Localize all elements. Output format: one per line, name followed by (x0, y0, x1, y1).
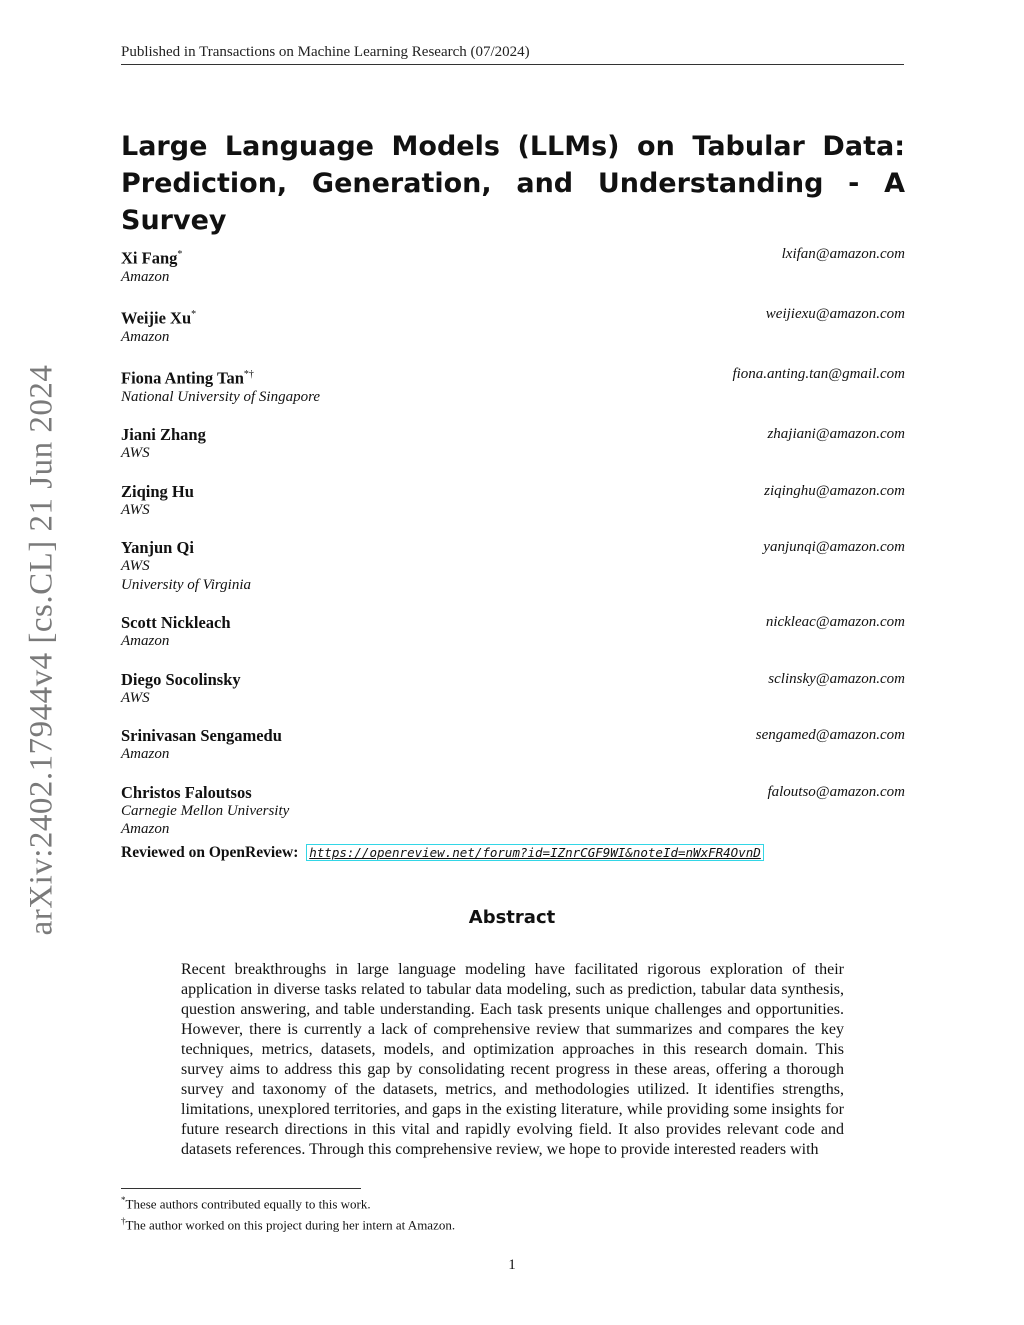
author-block (121, 365, 905, 406)
paper-title: Large Language Models (LLMs) on Tabular Data: Prediction, Generation, and Understanding - A Survey (121, 131, 905, 236)
author-affiliation: Amazon (121, 268, 170, 285)
author-email[interactable]: yanjunqi@amazon.com (763, 539, 905, 555)
author-affiliation: University of Virginia (121, 576, 251, 593)
author-block (121, 305, 905, 346)
author-name: Ziqing Hu (121, 481, 194, 501)
author-affiliation: AWS (121, 558, 150, 574)
author-name: Xi Fang* (121, 248, 183, 268)
author-email[interactable]: lxifan@amazon.com (781, 246, 905, 262)
author-name: Fiona Anting Tan*† (121, 368, 254, 388)
author-email[interactable]: ziqinghu@amazon.com (764, 482, 905, 499)
author-email[interactable]: fiona.anting.tan@gmail.com (732, 366, 905, 382)
author-block (121, 482, 905, 520)
author-block (121, 670, 905, 708)
author-name: Scott Nickleach (121, 613, 231, 632)
footnotes (121, 1192, 455, 1234)
author-list (121, 245, 905, 839)
author-block (121, 425, 905, 463)
author-email[interactable]: weijiexu@amazon.com (765, 306, 905, 322)
author-affiliation: Amazon (121, 746, 170, 762)
footnote-mark: * (121, 1195, 126, 1205)
author-name: Christos Faloutsos (121, 782, 252, 802)
footnote-item (121, 1213, 455, 1234)
author-affiliation: Amazon (121, 328, 170, 345)
abstract-text: Recent breakthroughs in large language modeling have facilitated rigorous exploration of their application in diverse tasks related to tabular data modeling, such as prediction, tabular data synthesis, question answering, and table understanding. Each task presents unique challenges and opportunities. However, there is currently a lack of comprehensive review that summarizes and compares the key techniques, metrics, datasets, models, and optimization approaches in this research domain. This survey aims to address this gap by consolidating recent progress in these areas, offering a thorough survey and taxonomy of the datasets, metrics, and methodologies utilized. It identifies strengths, limitations, unexplored territories, and gaps in the existing literature, while providing some insights for future research directions in this vital and rapidly evolving field. It also provides relevant code and datasets references. Through this comprehensive review, we hope to provide interested readers with (181, 961, 844, 1158)
author-name: Yanjun Qi (121, 538, 194, 557)
author-block (121, 538, 905, 594)
openreview-line (121, 844, 764, 862)
author-affiliation: Carnegie Mellon University (121, 802, 290, 819)
abstract-heading: Abstract (468, 907, 556, 928)
footnote-item (121, 1192, 455, 1213)
author-name: Jiani Zhang (121, 425, 206, 444)
author-email[interactable]: sclinsky@amazon.com (768, 670, 905, 687)
author-affiliation: Amazon (121, 633, 170, 649)
author-affiliation: National University of Singapore (121, 388, 321, 405)
author-footnote-mark: *† (243, 369, 254, 380)
footnote-text: The author worked on this project during her intern at Amazon. (125, 1217, 456, 1233)
author-email[interactable]: faloutso@amazon.com (767, 783, 905, 800)
author-affiliation: AWS (121, 689, 150, 706)
arxiv-identifier-stamp: arXiv:2402.17944v4 [cs.CL] 21 Jun 2024 (23, 364, 60, 936)
author-name: Weijie Xu* (121, 308, 197, 328)
page-number: 1 (508, 1257, 516, 1273)
footnote-mark: † (121, 1215, 126, 1226)
footnote-text: These authors contributed equally to this work. (125, 1196, 371, 1212)
author-affiliation: AWS (121, 445, 150, 461)
author-block (121, 613, 905, 651)
author-block (121, 245, 905, 286)
openreview-label: Reviewed on OpenReview: (121, 844, 299, 861)
author-email[interactable]: zhajiani@amazon.com (767, 426, 905, 442)
author-affiliation: AWS (121, 501, 150, 518)
footnote-divider (121, 1188, 361, 1189)
journal-header: Published in Transactions on Machine Learning Research (07/2024) (121, 44, 904, 65)
author-name: Srinivasan Sengamedu (121, 726, 282, 745)
author-footnote-mark: * (191, 309, 197, 320)
author-email[interactable]: sengamed@amazon.com (755, 727, 905, 743)
author-block (121, 726, 905, 764)
author-email[interactable]: nickleac@amazon.com (765, 614, 905, 630)
author-block (121, 783, 905, 839)
openreview-link[interactable]: https://openreview.net/forum?id=IZnrCGF9WI&noteId=nWxFR4OvnD (306, 844, 764, 861)
author-name: Diego Socolinsky (121, 669, 241, 689)
author-footnote-mark: * (177, 249, 183, 260)
author-affiliation: Amazon (121, 821, 170, 837)
